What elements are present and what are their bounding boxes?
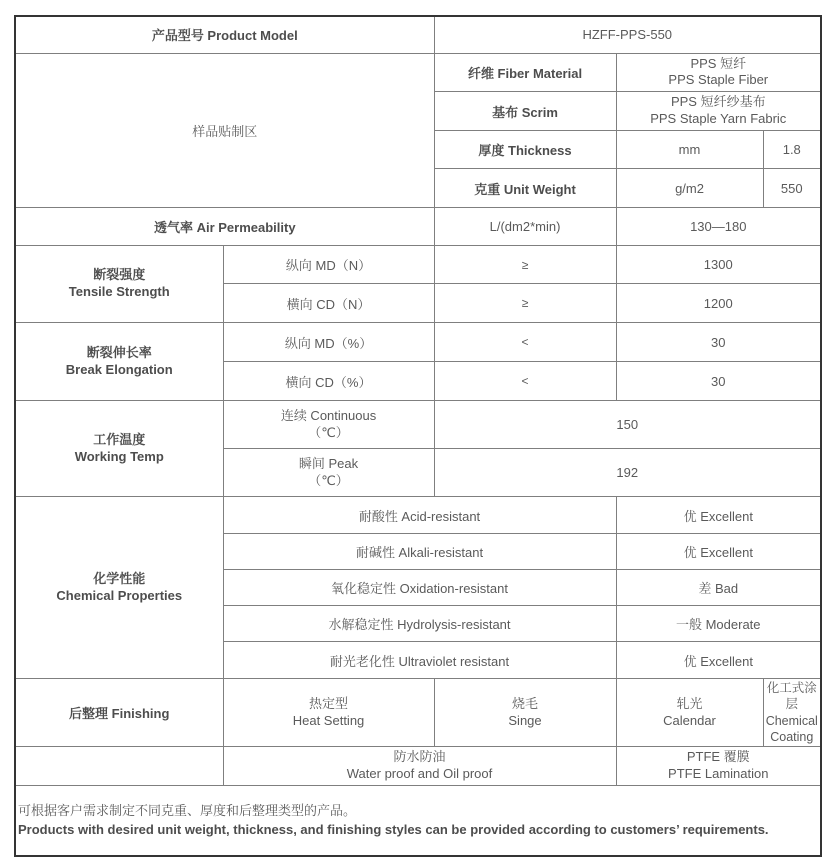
finishing-header: 后整理 Finishing bbox=[15, 679, 223, 747]
row-note bbox=[15, 785, 821, 856]
working-temp-header-cn: 工作温度 bbox=[93, 431, 146, 447]
waterproof-value bbox=[616, 747, 821, 786]
chemical-ultraviolet-label: 耐光老化性 Ultraviolet resistant bbox=[223, 642, 616, 679]
spec-sheet bbox=[14, 15, 822, 857]
customization-note-en: Products with desired unit weight, thickness, and finishing styles can be provided according to customers’ requirements. bbox=[18, 821, 769, 837]
working-temp-peak-value: 192 bbox=[434, 449, 821, 497]
chemical-oxidation-value: 差 Bad bbox=[616, 570, 821, 606]
working-temp-header bbox=[15, 401, 223, 497]
finishing-singe bbox=[434, 679, 616, 747]
row-fiber-material bbox=[15, 53, 821, 92]
tensile-cd-label: 横向 CD（N） bbox=[223, 284, 434, 323]
air-permeability-label: 透气率 Air Permeability bbox=[15, 208, 434, 246]
waterproof-label-en: Water proof and Oil proof bbox=[346, 765, 493, 781]
tensile-md-value: 1300 bbox=[616, 246, 821, 284]
elongation-cd-value: 30 bbox=[616, 362, 821, 401]
row-tensile-md bbox=[15, 246, 821, 284]
tensile-cd-operator: ≥ bbox=[434, 284, 616, 323]
waterproof-label-cn: 防水防油 bbox=[393, 749, 446, 765]
working-temp-peak-label bbox=[223, 449, 434, 497]
chemical-properties-header bbox=[15, 497, 223, 679]
chemical-properties-header-en: Chemical Properties bbox=[56, 587, 183, 603]
chemical-hydrolysis-value: 一般 Moderate bbox=[616, 606, 821, 642]
customization-note-cn: 可根据客户需求制定不同克重、厚度和后整理类型的产品。 bbox=[18, 802, 357, 818]
elongation-md-value: 30 bbox=[616, 323, 821, 362]
finishing-singe-cn: 烧毛 bbox=[512, 695, 539, 711]
finishing-calendar-en: Calendar bbox=[663, 712, 716, 728]
finishing-singe-en: Singe bbox=[508, 712, 542, 728]
waterproof-value-cn: PTFE 覆膜 bbox=[686, 749, 750, 765]
chemical-oxidation-label: 氧化稳定性 Oxidation-resistant bbox=[223, 570, 616, 606]
sample-area-cell: 样品贴制区 bbox=[15, 53, 434, 208]
working-temp-continuous-label-cn: 连续 Continuous bbox=[280, 407, 377, 423]
tensile-cd-value: 1200 bbox=[616, 284, 821, 323]
finishing-heat-setting-en: Heat Setting bbox=[292, 712, 365, 728]
working-temp-continuous-value: 150 bbox=[434, 401, 821, 449]
product-spec-table bbox=[14, 15, 822, 857]
row-waterproof bbox=[15, 747, 821, 786]
tensile-strength-header-en: Tensile Strength bbox=[68, 284, 170, 300]
finishing-heat-setting-cn: 热定型 bbox=[309, 695, 349, 711]
finishing-chemical-coating-cn: 化工式涂层 bbox=[766, 681, 817, 712]
finishing-heat-setting bbox=[223, 679, 434, 747]
finishing-calendar-cn: 轧光 bbox=[676, 695, 703, 711]
air-permeability-value: 130—180 bbox=[616, 208, 821, 246]
chemical-properties-header-cn: 化学性能 bbox=[93, 570, 146, 586]
fiber-material-value bbox=[616, 53, 821, 92]
tensile-strength-header-cn: 断裂强度 bbox=[93, 267, 146, 283]
row-elongation-md bbox=[15, 323, 821, 362]
tensile-strength-header bbox=[15, 246, 223, 323]
air-permeability-unit: L/(dm2*min) bbox=[434, 208, 616, 246]
product-model-label: 产品型号 Product Model bbox=[15, 16, 434, 53]
fiber-material-value-cn: PPS 短纤 bbox=[690, 55, 747, 71]
row-working-temp-continuous bbox=[15, 401, 821, 449]
row-finishing bbox=[15, 679, 821, 747]
working-temp-peak-label-unit: （℃） bbox=[308, 472, 349, 488]
row-product-model bbox=[15, 16, 821, 53]
finishing-chemical-coating-en: Chemical Coating bbox=[765, 713, 818, 744]
working-temp-continuous-label bbox=[223, 401, 434, 449]
working-temp-peak-label-cn: 瞬间 Peak bbox=[298, 455, 359, 471]
chemical-ultraviolet-value: 优 Excellent bbox=[616, 642, 821, 679]
chemical-alkali-label: 耐碱性 Alkali-resistant bbox=[223, 534, 616, 570]
thickness-value: 1.8 bbox=[763, 131, 821, 169]
elongation-cd-label: 横向 CD（%） bbox=[223, 362, 434, 401]
working-temp-header-en: Working Temp bbox=[74, 448, 164, 464]
unit-weight-value: 550 bbox=[763, 169, 821, 208]
tensile-md-operator: ≥ bbox=[434, 246, 616, 284]
tensile-md-label: 纵向 MD（N） bbox=[223, 246, 434, 284]
elongation-md-label: 纵向 MD（%） bbox=[223, 323, 434, 362]
finishing-calendar bbox=[616, 679, 763, 747]
customization-note bbox=[15, 785, 821, 856]
chemical-acid-label: 耐酸性 Acid-resistant bbox=[223, 497, 616, 534]
waterproof-value-en: PTFE Lamination bbox=[668, 765, 769, 781]
break-elongation-header bbox=[15, 323, 223, 401]
waterproof-label bbox=[223, 747, 616, 786]
elongation-md-operator: < bbox=[434, 323, 616, 362]
chemical-hydrolysis-label: 水解稳定性 Hydrolysis-resistant bbox=[223, 606, 616, 642]
scrim-label: 基布 Scrim bbox=[434, 92, 616, 131]
thickness-unit: mm bbox=[616, 131, 763, 169]
scrim-value bbox=[616, 92, 821, 131]
thickness-label: 厚度 Thickness bbox=[434, 131, 616, 169]
product-model-value: HZFF-PPS-550 bbox=[434, 16, 821, 53]
finishing-chemical-coating bbox=[763, 679, 821, 747]
scrim-value-en: PPS Staple Yarn Fabric bbox=[650, 111, 787, 127]
break-elongation-header-cn: 断裂伸长率 bbox=[86, 344, 152, 360]
elongation-cd-operator: < bbox=[434, 362, 616, 401]
waterproof-empty-cell bbox=[15, 747, 223, 786]
unit-weight-label: 克重 Unit Weight bbox=[434, 169, 616, 208]
scrim-value-cn: PPS 短纤纱基布 bbox=[670, 94, 766, 110]
chemical-alkali-value: 优 Excellent bbox=[616, 534, 821, 570]
row-chemical-acid bbox=[15, 497, 821, 534]
working-temp-continuous-label-unit: （℃） bbox=[308, 424, 349, 440]
chemical-acid-value: 优 Excellent bbox=[616, 497, 821, 534]
fiber-material-value-en: PPS Staple Fiber bbox=[668, 72, 769, 88]
unit-weight-unit: g/m2 bbox=[616, 169, 763, 208]
fiber-material-label: 纤维 Fiber Material bbox=[434, 53, 616, 92]
break-elongation-header-en: Break Elongation bbox=[65, 361, 173, 377]
row-air-permeability bbox=[15, 208, 821, 246]
